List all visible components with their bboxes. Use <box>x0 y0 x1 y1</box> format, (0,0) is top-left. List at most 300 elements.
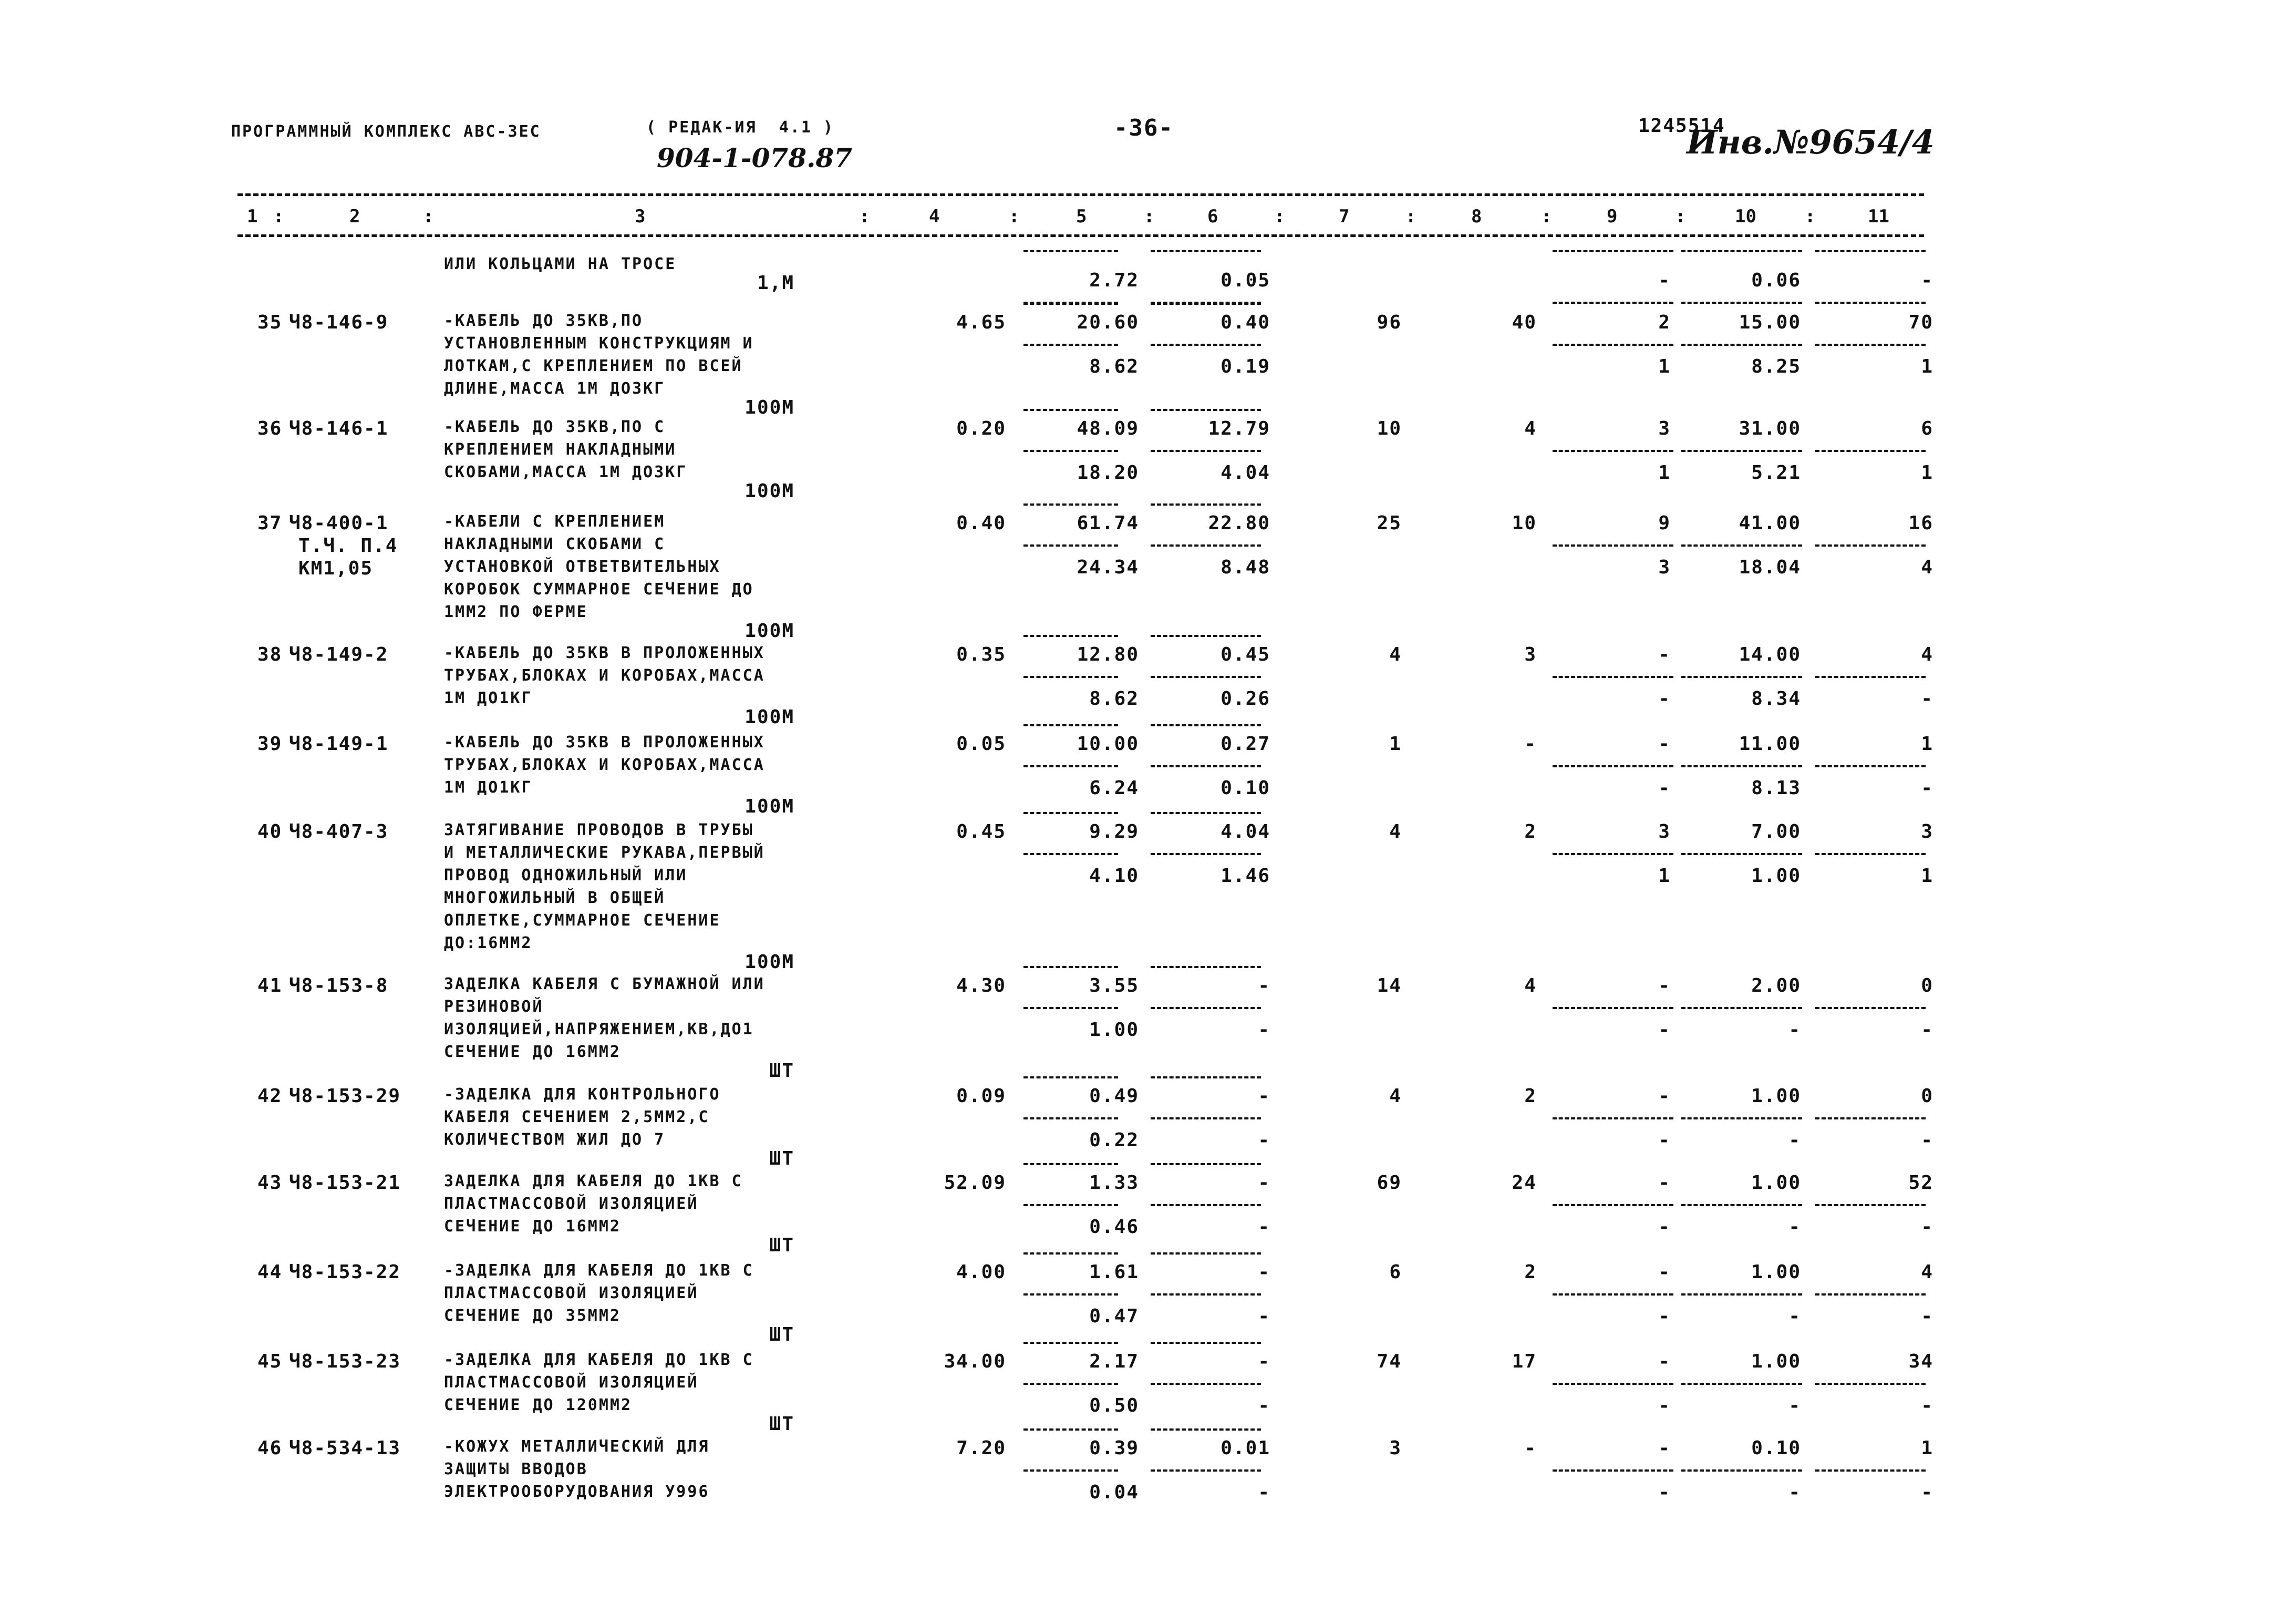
work-description: -КОЖУХ МЕТАЛЛИЧЕСКИЙ ДЛЯ <box>444 1437 710 1456</box>
unit-of-measure: 100М <box>744 480 794 502</box>
value-col8: 2 <box>1524 821 1537 842</box>
value-rule <box>1553 765 1673 767</box>
value-col11: 1 <box>1921 733 1933 755</box>
row-number: 43 <box>257 1172 283 1194</box>
value-col8: 17 <box>1512 1351 1537 1372</box>
value-rule <box>1151 1163 1261 1165</box>
value-col6-sub: 0.19 <box>1221 356 1270 377</box>
value-col11-sub: - <box>1921 1482 1933 1503</box>
value-col5: 0.49 <box>1089 1085 1139 1107</box>
value-col5: 61.74 <box>1077 512 1139 534</box>
value-rule <box>1815 676 1926 678</box>
value-col4: 0.45 <box>956 821 1006 842</box>
work-description: И МЕТАЛЛИЧЕСКИЕ РУКАВА,ПЕРВЫЙ <box>444 844 765 862</box>
value-col11-sub: 1 <box>1921 356 1933 377</box>
norm-code: Ч8-146-9 <box>289 312 389 333</box>
value-rule <box>1151 1293 1261 1296</box>
value-col4: 4.30 <box>956 975 1006 996</box>
value-col5: 0.39 <box>1089 1437 1139 1459</box>
value-col11: 4 <box>1921 1261 1933 1283</box>
work-description: ЭЛЕКТРООБОРУДОВАНИЯ У996 <box>444 1483 710 1501</box>
work-description: ДЛИНЕ,МАССА 1М ДО3КГ <box>444 379 666 398</box>
value-col6: - <box>1258 1261 1270 1283</box>
row-number: 37 <box>257 512 283 534</box>
work-description: ДО:16ММ2 <box>444 934 533 952</box>
value-col9: - <box>1658 270 1671 291</box>
work-description: МНОГОЖИЛЬНЫЙ В ОБЩЕЙ <box>444 889 666 907</box>
value-rule <box>1023 635 1118 637</box>
value-col5-sub: 6.24 <box>1089 777 1139 799</box>
value-col10-sub: - <box>1788 1482 1801 1503</box>
column-separator: : <box>859 206 870 227</box>
value-rule <box>1151 344 1261 346</box>
value-col4: 0.20 <box>956 418 1006 439</box>
value-rule <box>1151 409 1261 411</box>
value-col6: - <box>1258 975 1270 996</box>
value-rule <box>1681 302 1802 304</box>
value-col7: 4 <box>1389 1085 1402 1107</box>
norm-code: Ч8-407-3 <box>289 821 389 842</box>
value-rule <box>1151 450 1261 452</box>
value-col6-sub: - <box>1258 1129 1270 1151</box>
value-col5-sub: 0.22 <box>1089 1129 1139 1151</box>
value-col8: 3 <box>1524 644 1537 665</box>
value-rule <box>1023 1469 1118 1472</box>
value-col9: 2 <box>1658 312 1671 333</box>
value-col8: 2 <box>1524 1085 1537 1107</box>
work-description: -КАБЕЛЬ ДО 35КВ В ПРОЛОЖЕННЫХ <box>444 733 765 752</box>
unit-of-measure: 100М <box>744 397 794 418</box>
unit-of-measure: 1,М <box>757 272 794 294</box>
value-rule <box>1151 1076 1261 1078</box>
norm-code: Ч8-146-1 <box>289 418 389 439</box>
value-rule <box>1023 409 1118 411</box>
value-col10-sub: 1.00 <box>1751 865 1801 887</box>
value-rule <box>1553 450 1673 452</box>
work-description: -КАБЕЛЬ ДО 35КВ,ПО С <box>444 418 666 436</box>
value-col9: - <box>1658 1172 1671 1194</box>
value-col11-sub: - <box>1921 1305 1933 1327</box>
value-col5: 10.00 <box>1077 733 1139 755</box>
value-col4: 0.09 <box>956 1085 1006 1107</box>
value-col10: 0.06 <box>1751 270 1801 291</box>
value-rule <box>1553 1007 1673 1009</box>
value-col9: - <box>1658 1085 1671 1107</box>
value-col9-sub: - <box>1658 1482 1671 1503</box>
value-col7: 25 <box>1377 512 1402 534</box>
work-description: -КАБЕЛЬ ДО 35КВ,ПО <box>444 312 644 330</box>
value-col10: 14.00 <box>1739 644 1801 665</box>
value-col9: - <box>1658 1351 1671 1372</box>
value-col4: 0.05 <box>956 733 1006 755</box>
norm-code: Ч8-153-22 <box>289 1261 401 1283</box>
value-rule <box>1151 503 1261 506</box>
value-rule <box>1151 1007 1261 1009</box>
work-description: УСТАНОВКОЙ ОТВЕТВИТЕЛЬНЫХ <box>444 558 721 576</box>
value-col10-sub: 18.04 <box>1739 557 1801 578</box>
value-col11: - <box>1921 270 1933 291</box>
value-col10: 7.00 <box>1751 821 1801 842</box>
norm-code: Ч8-153-23 <box>289 1351 401 1372</box>
value-col5-sub: 0.46 <box>1089 1216 1139 1238</box>
value-col10-sub: 8.25 <box>1751 356 1801 377</box>
unit-of-measure: 100М <box>744 620 794 642</box>
norm-code-note: КМ1,05 <box>298 558 374 579</box>
inventory-number: Инв.№9654/4 <box>1687 123 1935 161</box>
work-description: ЛОТКАМ,С КРЕПЛЕНИЕМ ПО ВСЕЙ <box>444 357 743 375</box>
value-rule <box>1023 450 1118 452</box>
value-col8: - <box>1524 1437 1537 1459</box>
value-col10: 1.00 <box>1751 1351 1801 1372</box>
row-number: 39 <box>257 733 283 755</box>
value-rule <box>1815 450 1926 452</box>
value-col10: 15.00 <box>1739 312 1801 333</box>
value-col6: - <box>1258 1351 1270 1372</box>
work-description: КОЛИЧЕСТВОМ ЖИЛ ДО 7 <box>444 1130 666 1149</box>
value-rule <box>1151 303 1261 305</box>
value-rule <box>1681 853 1802 855</box>
work-description: НАКЛАДНЫМИ СКОБАМИ С <box>444 535 666 553</box>
value-rule <box>1681 1383 1802 1385</box>
value-col5: 1.33 <box>1089 1172 1139 1194</box>
value-col9: - <box>1658 733 1671 755</box>
column-header-10: 10 <box>1735 206 1756 227</box>
value-col10: 41.00 <box>1739 512 1801 534</box>
column-separator: : <box>1274 206 1285 227</box>
value-rule <box>1023 1252 1118 1255</box>
value-rule <box>1681 450 1802 452</box>
value-rule <box>1553 1383 1673 1385</box>
work-description: КОРОБОК СУММАРНОЕ СЕЧЕНИЕ ДО <box>444 580 754 599</box>
work-description: РЕЗИНОВОЙ <box>444 998 544 1016</box>
value-col7: 10 <box>1377 418 1402 439</box>
value-col4: 0.35 <box>956 644 1006 665</box>
value-col6: - <box>1258 1172 1270 1194</box>
value-col5: 12.80 <box>1077 644 1139 665</box>
value-col11-sub: - <box>1921 1019 1933 1041</box>
work-description: ПЛАСТМАССОВОЙ ИЗОЛЯЦИЕЙ <box>444 1373 699 1392</box>
value-rule <box>1681 1007 1802 1009</box>
value-col11: 70 <box>1908 312 1933 333</box>
row-number: 38 <box>257 644 283 665</box>
value-col6: 12.79 <box>1208 418 1270 439</box>
column-header-6: 6 <box>1207 206 1218 227</box>
column-separator: : <box>1805 206 1816 227</box>
value-rule <box>1023 765 1118 767</box>
value-rule <box>1815 853 1926 855</box>
value-col5-sub: 18.20 <box>1077 462 1139 484</box>
norm-code: Ч8-400-1 <box>289 512 389 534</box>
value-rule <box>1151 853 1261 855</box>
value-col9-sub: - <box>1658 688 1671 710</box>
value-col10: 1.00 <box>1751 1172 1801 1194</box>
column-separator: : <box>1144 206 1155 227</box>
value-rule <box>1023 1204 1118 1206</box>
column-separator: : <box>423 206 434 227</box>
value-rule <box>1023 724 1118 726</box>
value-col9-sub: - <box>1658 777 1671 799</box>
work-description: КАБЕЛЯ СЕЧЕНИЕМ 2,5ММ2,С <box>444 1108 710 1126</box>
value-rule <box>1815 544 1926 547</box>
column-separator: : <box>273 206 284 227</box>
value-col9-sub: 1 <box>1658 462 1671 484</box>
unit-of-measure: ШТ <box>769 1148 794 1169</box>
value-rule <box>1151 1428 1261 1431</box>
value-col9: - <box>1658 1261 1671 1283</box>
unit-of-measure: 100М <box>744 706 794 728</box>
unit-of-measure: ШТ <box>769 1413 794 1435</box>
value-col10: 2.00 <box>1751 975 1801 996</box>
value-rule <box>1151 724 1261 726</box>
work-description: ЗАТЯГИВАНИЕ ПРОВОДОВ В ТРУБЫ <box>444 821 754 839</box>
value-rule <box>1023 1076 1118 1078</box>
value-col6-sub: - <box>1258 1482 1270 1503</box>
row-number: 42 <box>257 1085 283 1107</box>
header-top-rule <box>237 193 1924 196</box>
value-col11-sub: 1 <box>1921 462 1933 484</box>
value-col11: 16 <box>1908 512 1933 534</box>
work-description: 1М ДО1КГ <box>444 689 533 707</box>
value-col6-sub: 0.26 <box>1221 688 1270 710</box>
value-rule <box>1151 1252 1261 1255</box>
column-header-8: 8 <box>1471 206 1482 227</box>
row-number: 44 <box>257 1261 283 1283</box>
header-bottom-rule <box>237 234 1924 237</box>
value-rule <box>1151 676 1261 678</box>
value-rule <box>1815 1469 1926 1472</box>
value-col9-sub: - <box>1658 1395 1671 1416</box>
value-col10: 31.00 <box>1739 418 1801 439</box>
value-col8: - <box>1524 733 1537 755</box>
value-col9: - <box>1658 1437 1671 1459</box>
value-rule <box>1151 765 1261 767</box>
work-description: ПРОВОД ОДНОЖИЛЬНЫЙ ИЛИ <box>444 866 688 885</box>
value-col6-sub: - <box>1258 1395 1270 1416</box>
value-col9: - <box>1658 644 1671 665</box>
value-col6-sub: 4.04 <box>1221 462 1270 484</box>
column-header-7: 7 <box>1339 206 1350 227</box>
value-col11: 3 <box>1921 821 1933 842</box>
value-col10: 1.00 <box>1751 1085 1801 1107</box>
value-col7: 14 <box>1377 975 1402 996</box>
value-col6: 22.80 <box>1208 512 1270 534</box>
value-rule <box>1023 544 1118 547</box>
value-col6-sub: - <box>1258 1019 1270 1041</box>
value-col6-sub: 8.48 <box>1221 557 1270 578</box>
column-separator: : <box>1009 206 1020 227</box>
value-rule <box>1023 1007 1118 1009</box>
value-col10-sub: 8.34 <box>1751 688 1801 710</box>
work-description: СЕЧЕНИЕ ДО 120ММ2 <box>444 1396 633 1414</box>
value-col6: 4.04 <box>1221 821 1270 842</box>
value-col7: 74 <box>1377 1351 1402 1372</box>
value-col10: 0.10 <box>1751 1437 1801 1459</box>
value-col11: 34 <box>1908 1351 1933 1372</box>
value-rule <box>1151 1383 1261 1385</box>
value-rule <box>1023 1117 1118 1119</box>
value-col11-sub: - <box>1921 1395 1933 1416</box>
value-col4: 34.00 <box>944 1351 1006 1372</box>
value-col5-sub: 0.50 <box>1089 1395 1139 1416</box>
value-col5-sub: 4.10 <box>1089 865 1139 887</box>
work-description: КРЕПЛЕНИЕМ НАКЛАДНЫМИ <box>444 440 677 459</box>
value-rule <box>1023 1383 1118 1385</box>
value-col7: 6 <box>1389 1261 1402 1283</box>
work-description: ТРУБАХ,БЛОКАХ И КОРОБАХ,МАССА <box>444 666 765 685</box>
column-header-2: 2 <box>349 206 360 227</box>
work-description: ИЗОЛЯЦИЕЙ,НАПРЯЖЕНИЕМ,КВ,ДО1 <box>444 1020 754 1039</box>
value-rule <box>1151 812 1261 814</box>
row-number: 35 <box>257 312 283 333</box>
value-rule <box>1681 1293 1802 1296</box>
value-rule <box>1553 1293 1673 1296</box>
value-col10-sub: - <box>1788 1019 1801 1041</box>
row-number: 36 <box>257 418 283 439</box>
value-rule <box>1151 1204 1261 1206</box>
value-rule <box>1681 1117 1802 1119</box>
norm-code-note: Т.Ч. П.4 <box>298 535 398 557</box>
value-col10-sub: 8.13 <box>1751 777 1801 799</box>
value-col10: 11.00 <box>1739 733 1801 755</box>
value-col9-sub: - <box>1658 1129 1671 1151</box>
value-rule <box>1681 344 1802 346</box>
column-header-4: 4 <box>929 206 940 227</box>
value-col10-sub: - <box>1788 1395 1801 1416</box>
value-col10-sub: - <box>1788 1216 1801 1238</box>
value-col11-sub: 1 <box>1921 865 1933 887</box>
value-col11-sub: - <box>1921 688 1933 710</box>
work-description: ПЛАСТМАССОВОЙ ИЗОЛЯЦИЕЙ <box>444 1284 699 1302</box>
value-rule <box>1023 250 1118 252</box>
value-col9: 3 <box>1658 821 1671 842</box>
document-code: 1245514 <box>1638 115 1725 137</box>
value-col7: 1 <box>1389 733 1402 755</box>
work-description: ПЛАСТМАССОВОЙ ИЗОЛЯЦИЕЙ <box>444 1195 699 1213</box>
column-separator: : <box>1541 206 1552 227</box>
value-rule <box>1815 302 1926 304</box>
value-col11: 52 <box>1908 1172 1933 1194</box>
value-col5: 9.29 <box>1089 821 1139 842</box>
value-col9-sub: 1 <box>1658 356 1671 377</box>
value-col6: 0.45 <box>1221 644 1270 665</box>
value-col4: 7.20 <box>956 1437 1006 1459</box>
work-description: 1ММ2 ПО ФЕРМЕ <box>444 603 588 621</box>
value-rule <box>1151 250 1261 252</box>
value-rule <box>1553 302 1673 304</box>
work-description: УСТАНОВЛЕННЫМ КОНСТРУКЦИЯМ И <box>444 334 754 353</box>
value-col11-sub: - <box>1921 1129 1933 1151</box>
value-rule <box>1151 1469 1261 1472</box>
value-col6: 0.05 <box>1221 270 1270 291</box>
work-description: СКОБАМИ,МАССА 1М ДО3КГ <box>444 463 688 481</box>
value-col9-sub: 3 <box>1658 557 1671 578</box>
value-col8: 24 <box>1512 1172 1537 1194</box>
value-rule <box>1151 1342 1261 1344</box>
value-col10-sub: 5.21 <box>1751 462 1801 484</box>
work-description: -ЗАДЕЛКА ДЛЯ КАБЕЛЯ ДО 1КВ С <box>444 1351 754 1369</box>
value-rule <box>1815 344 1926 346</box>
work-description: СЕЧЕНИЕ ДО 16ММ2 <box>444 1043 621 1061</box>
value-rule <box>1023 503 1118 506</box>
value-col10: 1.00 <box>1751 1261 1801 1283</box>
value-rule <box>1023 1163 1118 1165</box>
value-rule <box>1681 1204 1802 1206</box>
value-col5-sub: 8.62 <box>1089 356 1139 377</box>
value-col5: 1.61 <box>1089 1261 1139 1283</box>
value-col9-sub: - <box>1658 1216 1671 1238</box>
value-rule <box>1815 250 1926 252</box>
value-col6-sub: - <box>1258 1305 1270 1327</box>
value-rule <box>1553 1469 1673 1472</box>
value-rule <box>1023 303 1118 305</box>
row-number: 40 <box>257 821 283 842</box>
value-rule <box>1681 676 1802 678</box>
value-col11: 1 <box>1921 1437 1933 1459</box>
value-col6: 0.27 <box>1221 733 1270 755</box>
value-rule <box>1023 812 1118 814</box>
value-rule <box>1151 544 1261 547</box>
value-col11-sub: 4 <box>1921 557 1933 578</box>
value-rule <box>1681 250 1802 252</box>
work-description: СЕЧЕНИЕ ДО 35ММ2 <box>444 1307 621 1325</box>
value-rule <box>1023 676 1118 678</box>
row-number: 46 <box>257 1437 283 1459</box>
value-col4: 4.65 <box>956 312 1006 333</box>
value-col11: 4 <box>1921 644 1933 665</box>
value-col7: 69 <box>1377 1172 1402 1194</box>
column-header-9: 9 <box>1607 206 1618 227</box>
value-col5-sub: 8.62 <box>1089 688 1139 710</box>
value-col5: 2.17 <box>1089 1351 1139 1372</box>
value-col6: 0.01 <box>1221 1437 1270 1459</box>
value-col7: 4 <box>1389 644 1402 665</box>
value-rule <box>1023 1342 1118 1344</box>
value-col9-sub: - <box>1658 1305 1671 1327</box>
row-number: 41 <box>257 975 283 996</box>
work-description: ЗАДЕЛКА КАБЕЛЯ С БУМАЖНОЙ ИЛИ <box>444 975 765 993</box>
value-rule <box>1815 1383 1926 1385</box>
column-header-5: 5 <box>1076 206 1087 227</box>
norm-code: Ч8-534-13 <box>289 1437 401 1459</box>
value-col5: 2.72 <box>1089 270 1139 291</box>
value-rule <box>1023 966 1118 968</box>
column-separator: : <box>1675 206 1686 227</box>
work-description: -КАБЕЛЬ ДО 35КВ В ПРОЛОЖЕННЫХ <box>444 644 765 662</box>
column-separator: : <box>1405 206 1416 227</box>
work-description: -КАБЕЛИ С КРЕПЛЕНИЕМ <box>444 512 666 531</box>
column-header-11: 11 <box>1868 206 1889 227</box>
value-col9-sub: 1 <box>1658 865 1671 887</box>
value-rule <box>1815 1293 1926 1296</box>
work-description: ИЛИ КОЛЬЦАМИ НА ТРОСЕ <box>444 255 677 273</box>
work-description: ЗАДЕЛКА ДЛЯ КАБЕЛЯ ДО 1КВ С <box>444 1172 743 1190</box>
value-rule <box>1023 344 1118 346</box>
value-rule <box>1023 853 1118 855</box>
work-description: -ЗАДЕЛКА ДЛЯ КОНТРОЛЬНОГО <box>444 1085 721 1104</box>
program-title: ПРОГРАММНЫЙ КОМПЛЕКС АВС-3ЕС <box>231 122 541 141</box>
unit-of-measure: ШТ <box>769 1235 794 1256</box>
value-col11: 0 <box>1921 975 1933 996</box>
value-col9: - <box>1658 975 1671 996</box>
value-col8: 4 <box>1524 975 1537 996</box>
work-description: ТРУБАХ,БЛОКАХ И КОРОБАХ,МАССА <box>444 756 765 774</box>
value-col8: 4 <box>1524 418 1537 439</box>
column-header-3: 3 <box>635 206 646 227</box>
value-rule <box>1553 1117 1673 1119</box>
value-rule <box>1151 966 1261 968</box>
value-col11: 0 <box>1921 1085 1933 1107</box>
norm-code: Ч8-153-21 <box>289 1172 401 1194</box>
